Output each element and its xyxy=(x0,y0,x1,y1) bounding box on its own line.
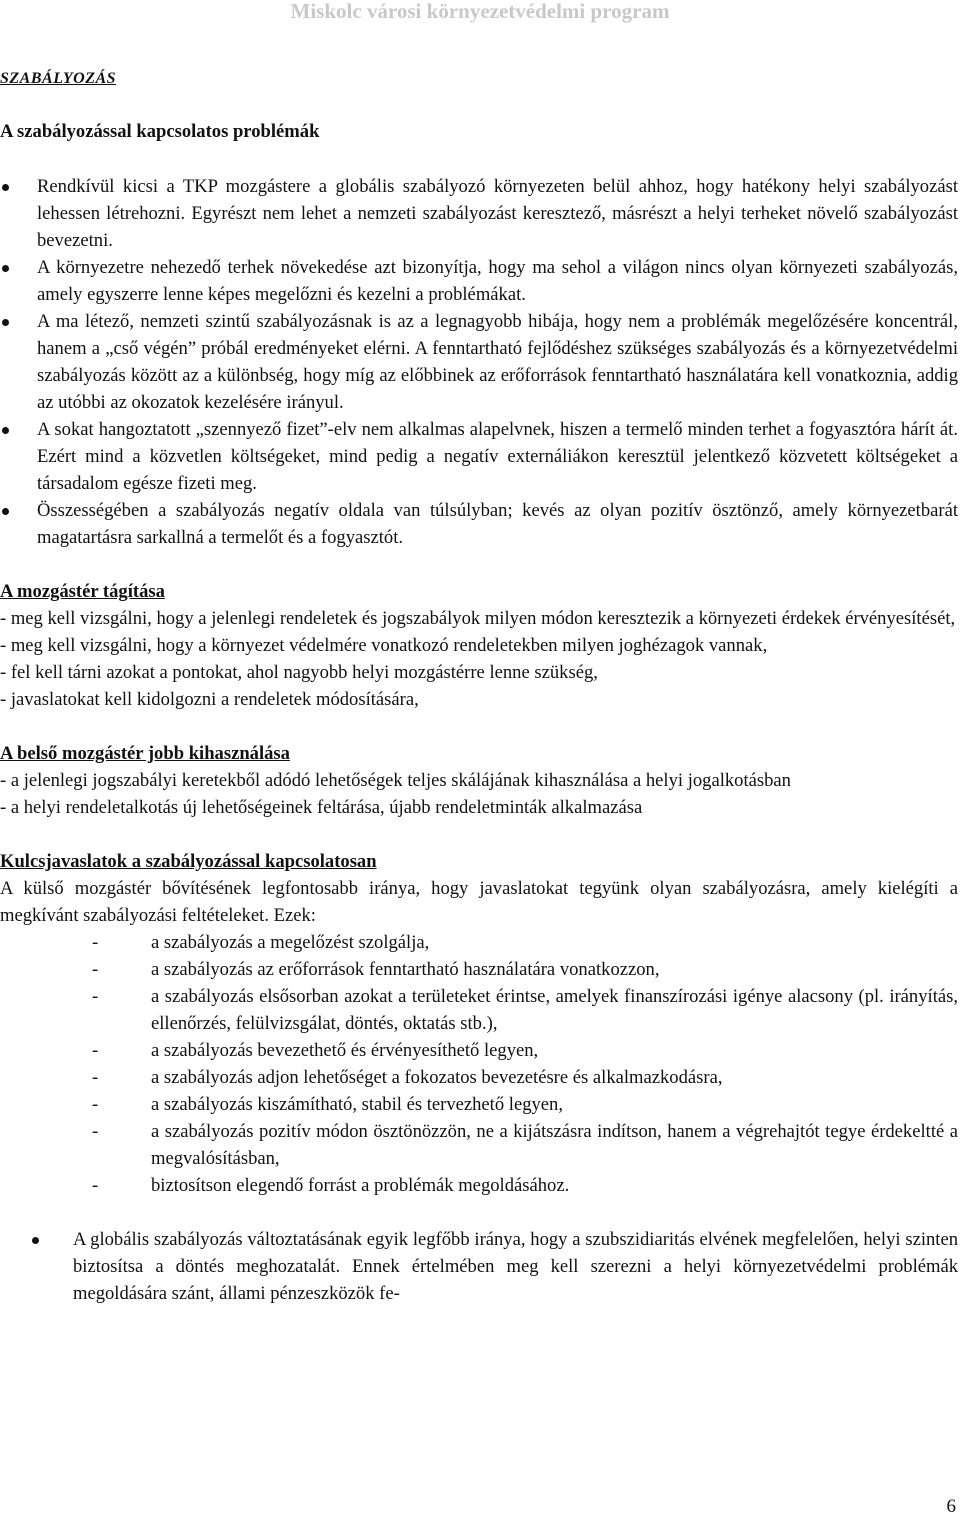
paragraph: - fel kell tárni azokat a pontokat, ahol nagyobb helyi mozgástérre lenne szükség, xyxy=(0,662,598,683)
key-proposals-heading: Kulcsjavaslatok a szabályozással kapcsolatosan xyxy=(0,851,377,872)
document-body xyxy=(0,118,958,1307)
list-item: A környezetre nehezedő terhek növekedése azt bizonyítja, hogy ma sehol a világon nincs olyan környezeti szabályozás, amely egyszerre lenne képes megelőzni és kezelni a problémákat. xyxy=(0,254,958,308)
scope-inner-heading: A belső mozgástér jobb kihasználása xyxy=(0,743,290,764)
list-item: - a szabályozás a megelőzést szolgálja, xyxy=(92,932,430,953)
proposal-list xyxy=(0,929,958,1199)
bullet-icon xyxy=(32,1237,39,1244)
list-item: - a szabályozás kiszámítható, stabil és tervezhető legyen, xyxy=(92,1094,564,1115)
list-item: - biztosítson elegendő forrást a problémák megoldásához. xyxy=(92,1175,570,1196)
list-item: Összességében a szabályozás negatív oldala van túlsúlyban; kevés az olyan pozitív ösztönző, amely környezetbarát magatartásra sarkallná a termelőt és a fogyasztót. xyxy=(0,497,958,551)
list-item: - a szabályozás az erőforrások fenntartható használatára vonatkozzon, xyxy=(92,959,660,980)
problems-list xyxy=(0,173,958,551)
paragraph: - meg kell vizsgálni, hogy a környezet védelmére vonatkozó rendeletekben milyen joghézagok vannak, xyxy=(0,635,768,656)
page-number: 6 xyxy=(946,1496,956,1517)
list-item: Rendkívül kicsi a TKP mozgástere a globális szabályozó környezeten belül ahhoz, hogy hatékony helyi szabályozást lehessen létrehozni. Egyrészt nem lehet a nemzeti szabályozást keresztező, másrészt a helyi terheket növelő szabályozást bevezetni. xyxy=(0,173,958,254)
list-item: - a szabályozás bevezethető és érvényesíthető legyen, xyxy=(92,1040,539,1061)
running-header: Miskolc városi környezetvédelmi program xyxy=(290,0,670,23)
paragraph: - a helyi rendeletalkotás új lehetőségeinek feltárása, újabb rendeletminták alkalmazása xyxy=(0,797,643,818)
list-item: A ma létező, nemzeti szintű szabályozásnak is az a legnagyobb hibája, hogy nem a problémák megelőzésére koncentrál, hanem a „cső végén” próbál eredményeket elérni. A fenntartható fejlődéshez szükséges szabályozás és a környezetvédelmi szabályozás között az a különbség, hogy míg az előbbinek az erőforrások fenntartható használatára kell vonatkoznia, addig az utóbbi az okozatok kezelésére irányul. xyxy=(0,308,958,416)
paragraph: - javaslatokat kell kidolgozni a rendeletek módosítására, xyxy=(0,689,419,710)
list-item: A globális szabályozás változtatásának egyik legfőbb iránya, hogy a szubszidiaritás elvének megfelelően, helyi szinten biztosítsa a döntés meghozatalát. Ennek értelmében meg kell szerezni a helyi környezetvédelmi problémák megoldására szánt, állami pénzeszközök fe- xyxy=(0,1226,958,1307)
bullet-icon xyxy=(2,319,9,326)
list-item: - a szabályozás adjon lehetőséget a fokozatos bevezetésre és alkalmazkodásra, xyxy=(92,1067,723,1088)
section-title: SZABÁLYOZÁS xyxy=(0,70,117,87)
list-item: A sokat hangoztatott „szennyező fizet”-elv nem alkalmas alapelvnek, hiszen a termelő minden terhet a fogyasztóra hárít át. Ezért mind a közvetlen költségeket, mind pedig a negatív externáliákon keresztül jelentkező közvetett költségeket a társadalom egésze fizeti meg. xyxy=(0,416,958,497)
paragraph: A külső mozgástér bővítésének legfontosabb iránya, hogy javaslatokat tegyünk olyan szabályozásra, amely kielégíti a megkívánt szabályozási feltételeket. Ezek: xyxy=(0,878,958,926)
list-item: - a szabályozás pozitív módon ösztönözzön, ne a kijátszásra indítson, hanem a végrehajtót tegye érdekeltté a megvalósításban, xyxy=(92,1121,958,1169)
bullet-icon xyxy=(2,427,9,434)
scope-expand-heading: A mozgástér tágítása xyxy=(0,581,165,602)
paragraph: - a jelenlegi jogszabályi keretekből adódó lehetőségek teljes skálájának kihasználása a helyi jogalkotásban xyxy=(0,770,791,791)
problems-heading: A szabályozással kapcsolatos problémák xyxy=(0,121,320,142)
bullet-icon xyxy=(2,184,9,191)
bullet-icon xyxy=(2,265,9,272)
bullet-icon xyxy=(2,508,9,515)
list-item: - a szabályozás elsősorban azokat a területeket érintse, amelyek finanszírozási igénye alacsony (pl. irányítás, ellenőrzés, felülvizsgálat, döntés, oktatás stb.), xyxy=(92,986,958,1034)
paragraph: - meg kell vizsgálni, hogy a jelenlegi rendeletek és jogszabályok milyen módon keresztezik a környezeti érdekek érvényesítését, xyxy=(0,608,956,629)
final-bullet-list xyxy=(0,1226,958,1307)
